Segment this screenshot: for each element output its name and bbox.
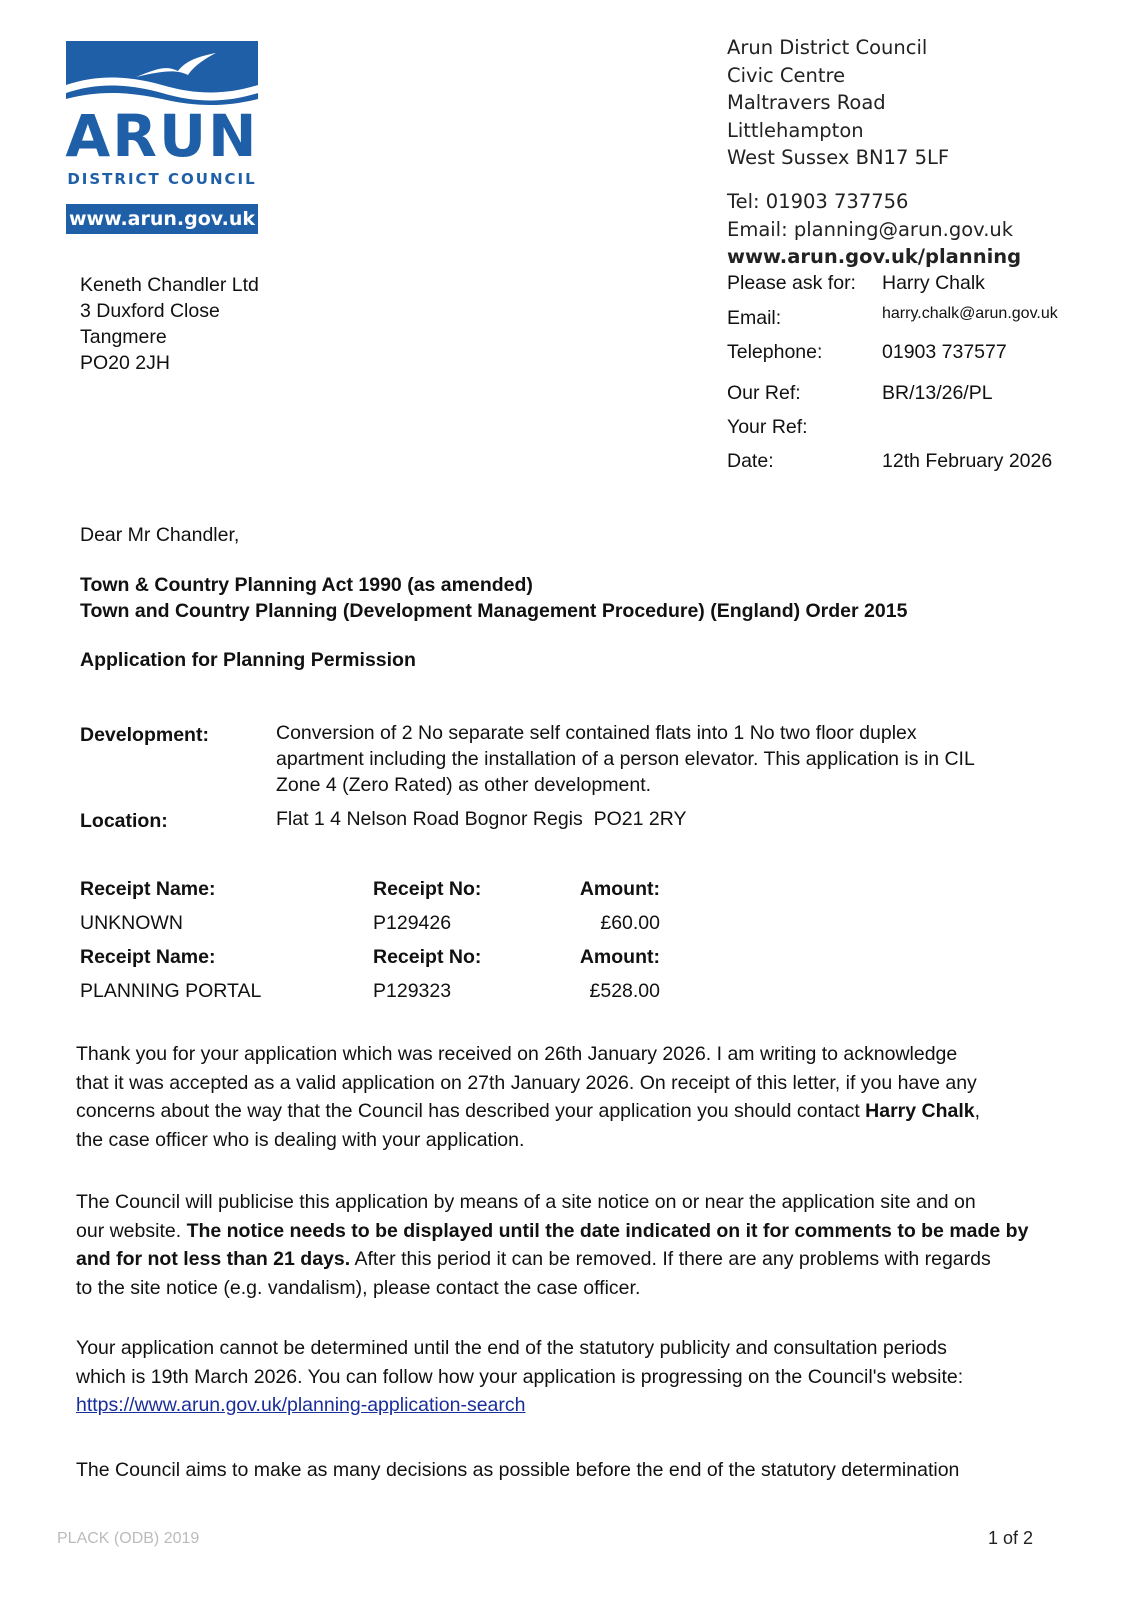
email-value: harry.chalk@arun.gov.uk xyxy=(882,305,1058,322)
council-address-line: Maltravers Road xyxy=(727,91,886,114)
text-line: The Council aims to make as many decisions as possible before the end of the statutory determination xyxy=(76,1459,960,1481)
amount-header: Amount: xyxy=(579,946,660,968)
development-line: apartment including the installation of a person elevator. This application is in CIL xyxy=(276,748,975,770)
development-description xyxy=(276,720,975,798)
paragraph-determination xyxy=(76,1334,1066,1420)
location-value: Flat 1 4 Nelson Road Bognor Regis PO21 2RY xyxy=(276,808,687,830)
text-line: the case officer who is dealing with your application. xyxy=(76,1128,525,1151)
text-line xyxy=(76,1217,1066,1246)
receipt-no-header: Receipt No: xyxy=(373,946,482,968)
receipt-amount: £60.00 xyxy=(600,912,660,934)
logo-subtitle: DISTRICT COUNCIL xyxy=(67,170,257,188)
email-label: Email: xyxy=(727,307,782,329)
receipt-name-header: Receipt Name: xyxy=(80,946,216,968)
date-value: 12th February 2026 xyxy=(882,450,1053,472)
council-tel: Tel: 01903 737756 xyxy=(727,190,909,213)
text-segment: , xyxy=(974,1100,981,1122)
heading-order: Town and Country Planning (Development Management Procedure) (England) Order 2015 xyxy=(80,600,908,622)
text-segment: our website. xyxy=(76,1219,187,1242)
text-line: that it was accepted as a valid application on 27th January 2026. On receipt of this letter, if you have any xyxy=(76,1071,977,1094)
seagull-waves-icon xyxy=(66,41,258,105)
text-segment: After this period it can be removed. If there are any problems with regards xyxy=(350,1248,991,1270)
recipient-line: Tangmere xyxy=(80,326,167,348)
planning-search-link[interactable]: https://www.arun.gov.uk/planning-application-search xyxy=(76,1394,526,1416)
council-address-line: Civic Centre xyxy=(727,63,846,87)
text-line: to the site notice (e.g. vandalism), please contact the case officer. xyxy=(76,1276,641,1299)
text-line: which is 19th March 2026. You can follow how your application is progressing on the Council's website: xyxy=(76,1365,964,1388)
receipt-no: P129426 xyxy=(373,912,452,934)
ask-for-label: Please ask for: xyxy=(727,272,856,294)
ask-for-value: Harry Chalk xyxy=(882,272,985,294)
development-line: Conversion of 2 No separate self contained flats into 1 No two floor duplex xyxy=(276,722,917,744)
footer-code: PLACK (ODB) 2019 xyxy=(57,1530,200,1547)
our-ref-value: BR/13/26/PL xyxy=(882,382,993,404)
page-number: 1 of 2 xyxy=(988,1528,1034,1548)
telephone-label: Telephone: xyxy=(727,341,823,363)
receipt-name: UNKNOWN xyxy=(80,912,183,934)
subject-heading: Application for Planning Permission xyxy=(80,649,416,671)
development-label: Development: xyxy=(80,724,209,746)
receipt-no: P129323 xyxy=(373,980,452,1002)
recipient-line: PO20 2JH xyxy=(80,352,170,374)
council-contact xyxy=(727,188,1021,271)
amount-header: Amount: xyxy=(579,878,660,900)
council-address-line: Littlehampton xyxy=(727,118,864,142)
notice-emphasis: and for not less than 21 days. xyxy=(76,1248,351,1270)
development-line: Zone 4 (Zero Rated) as other development. xyxy=(276,774,652,796)
your-ref-label: Your Ref: xyxy=(727,416,808,438)
paragraph-decisions xyxy=(76,1456,1066,1485)
paragraph-acknowledgement xyxy=(76,1040,1066,1154)
case-officer-name: Harry Chalk xyxy=(865,1100,975,1122)
text-line xyxy=(76,1097,1066,1126)
heading-act: Town & Country Planning Act 1990 (as amended) xyxy=(80,574,533,596)
telephone-value: 01903 737577 xyxy=(882,341,1007,363)
text-line xyxy=(76,1245,1066,1274)
our-ref-label: Our Ref: xyxy=(727,382,801,404)
recipient-address xyxy=(80,272,259,376)
date-label: Date: xyxy=(727,450,774,472)
council-address-line: Arun District Council xyxy=(727,36,928,59)
logo-url: www.arun.gov.uk xyxy=(66,204,258,234)
notice-emphasis: The notice needs to be displayed until the date indicated on it for comments to be made by xyxy=(186,1219,1029,1242)
salutation: Dear Mr Chandler, xyxy=(80,524,240,546)
receipt-name-header: Receipt Name: xyxy=(80,878,216,900)
council-web: www.arun.gov.uk/planning xyxy=(727,245,1022,268)
council-address-line: West Sussex BN17 5LF xyxy=(727,146,950,169)
council-email: Email: planning@arun.gov.uk xyxy=(727,217,1014,241)
text-line xyxy=(76,1391,1066,1420)
text-line: Your application cannot be determined until the end of the statutory publicity and consultation periods xyxy=(76,1337,947,1359)
logo-wordmark: ARUN xyxy=(65,102,259,170)
text-line: Thank you for your application which was received on 26th January 2026. I am writing to acknowledge xyxy=(76,1043,958,1065)
text-line: The Council will publicise this application by means of a site notice on or near the application site and on xyxy=(76,1191,976,1213)
receipt-no-header: Receipt No: xyxy=(373,878,482,900)
text-segment: concerns about the way that the Council has described your application you should contact xyxy=(76,1100,866,1122)
receipt-amount: £528.00 xyxy=(589,980,660,1002)
recipient-line: 3 Duxford Close xyxy=(80,300,220,322)
location-label: Location: xyxy=(80,810,168,832)
paragraph-site-notice xyxy=(76,1188,1066,1302)
council-address xyxy=(727,34,949,172)
receipt-name: PLANNING PORTAL xyxy=(80,980,262,1002)
logo-banner xyxy=(66,41,258,105)
recipient-line: Keneth Chandler Ltd xyxy=(80,274,259,296)
